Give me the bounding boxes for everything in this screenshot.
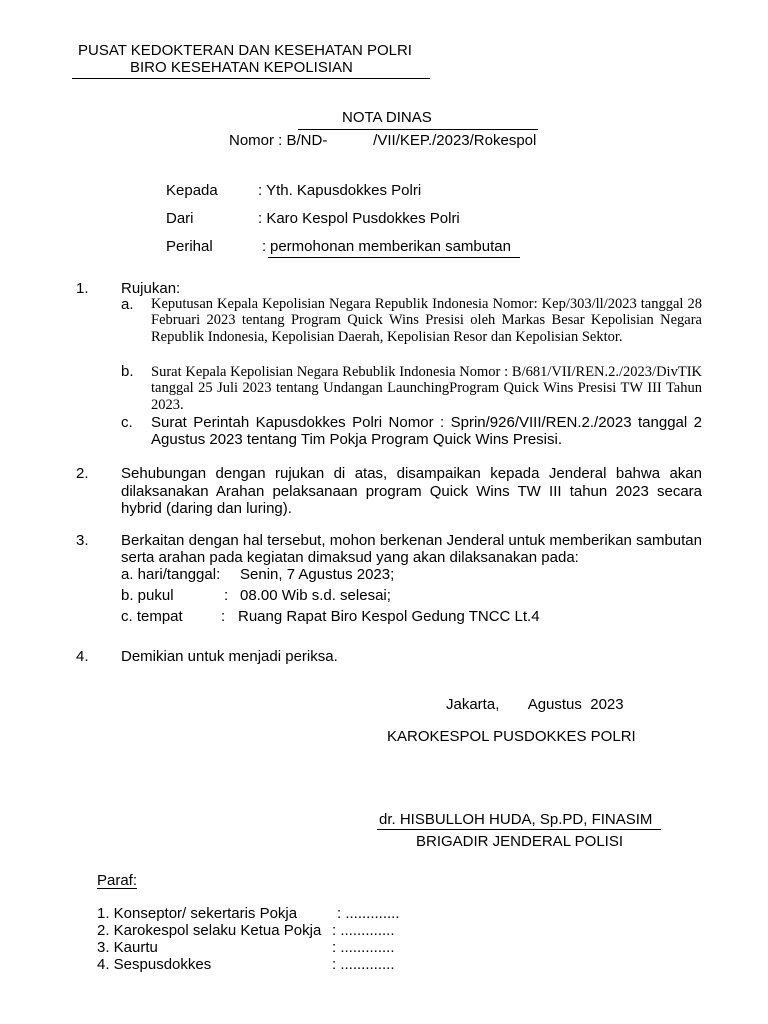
paraf-item-value: : ............. (332, 939, 395, 956)
paraf-item-value: : ............. (332, 956, 395, 973)
header-institution: PUSAT KEDOKTERAN DAN KESEHATAN POLRI (78, 42, 412, 59)
event-time-colon: : (224, 587, 229, 604)
perihal-rule (268, 257, 520, 258)
document-number: Nomor : B/ND- /VII/KEP./2023/Rokespol (229, 132, 537, 149)
header-bureau: BIRO KESEHATAN KEPOLISIAN (130, 59, 353, 76)
event-date-value: Senin, 7 Agustus 2023; (240, 566, 395, 583)
ref-a-label: a. (121, 296, 134, 313)
paraf-item-value: : ............. (337, 905, 400, 922)
paraf-title: Paraf: (97, 872, 138, 889)
section-3-text: Berkaitan dengan hal tersebut, mohon berkenan Jenderal untuk memberikan sambutan serta arahan pada kegiatan dimaksud yang akan dilaksanakan pada: (121, 532, 702, 566)
paraf-item-label: 2. Karokespol selaku Ketua Pokja (97, 922, 322, 939)
event-place-label: c. tempat (121, 608, 183, 625)
paraf-item-label: 3. Kaurtu (97, 939, 158, 956)
perihal-label: Perihal (166, 238, 213, 255)
perihal-colon: : (262, 238, 267, 255)
section-2-number: 2. (76, 465, 89, 482)
signatory-rank: BRIGADIR JENDERAL POLISI (416, 833, 623, 850)
kepada-label: Kepada (166, 182, 218, 199)
section-4-text: Demikian untuk menjadi periksa. (121, 648, 338, 665)
ref-a-text: Keputusan Kepala Kepolisian Negara Republik Indonesia Nomor: Kep/303/ll/2023 tanggal 28 Februari 2023 tentang Program Quick Wins Presisi oleh Markas Besar Kepolisian Negara Republik Indonesia, Kepolisian Daerah, Kepolisian Resor dan Kepolisian Sektor. (151, 296, 702, 345)
section-1-title: Rujukan: (121, 280, 181, 297)
signature-rule (377, 829, 661, 830)
event-place-colon: : (221, 608, 226, 625)
kepada-value: : Yth. Kapusdokkes Polri (258, 182, 422, 199)
place-date: Jakarta, Agustus 2023 (446, 696, 624, 713)
event-place-value: Ruang Rapat Biro Kespol Gedung TNCC Lt.4 (238, 608, 540, 625)
event-time-value: 08.00 Wib s.d. selesai; (240, 587, 391, 604)
perihal-value: permohonan memberikan sambutan (270, 238, 511, 255)
section-2-text: Sehubungan dengan rujukan di atas, disampaikan kepada Jenderal bahwa akan dilaksanakan Arahan pelaksanaan program Quick Wins TW III tahun 2023 secara hybrid (daring dan luring). (121, 465, 702, 517)
title-rule (298, 129, 538, 130)
paraf-item-value: : ............. (332, 922, 395, 939)
signatory-name: dr. HISBULLOH HUDA, Sp.PD, FINASIM (379, 811, 653, 828)
ref-b-text: Surat Kepala Kepolisian Negara Rebublik Indonesia Nomor : B/681/VII/REN.2./2023/DivTIK tanggal 25 Juli 2023 tentang Undangan LaunchingProgram Quick Wins Presisi TW III Tahun 2023. (151, 364, 702, 413)
header-rule (72, 78, 430, 79)
paraf-item-label: 4. Sespusdokkes (97, 956, 212, 973)
section-4-number: 4. (76, 648, 89, 665)
ref-b-label: b. (121, 363, 134, 380)
ref-c-text: Surat Perintah Kapusdokkes Polri Nomor : Sprin/926/VIII/REN.2./2023 tanggal 2 Agustus 2023 tentang Tim Pokja Program Quick Wins Presisi. (151, 414, 702, 448)
section-1-number: 1. (76, 280, 89, 297)
event-time-label: b. pukul (121, 587, 174, 604)
ref-c-label: c. (121, 414, 133, 431)
dari-label: Dari (166, 210, 194, 227)
event-date-label: a. hari/tanggal: (121, 566, 221, 583)
section-3-number: 3. (76, 532, 89, 549)
signatory-office: KAROKESPOL PUSDOKKES POLRI (387, 728, 636, 745)
paraf-item-label: 1. Konseptor/ sekertaris Pokja (97, 905, 298, 922)
dari-value: : Karo Kespol Pusdokkes Polri (258, 210, 460, 227)
document-title: NOTA DINAS (342, 109, 432, 126)
